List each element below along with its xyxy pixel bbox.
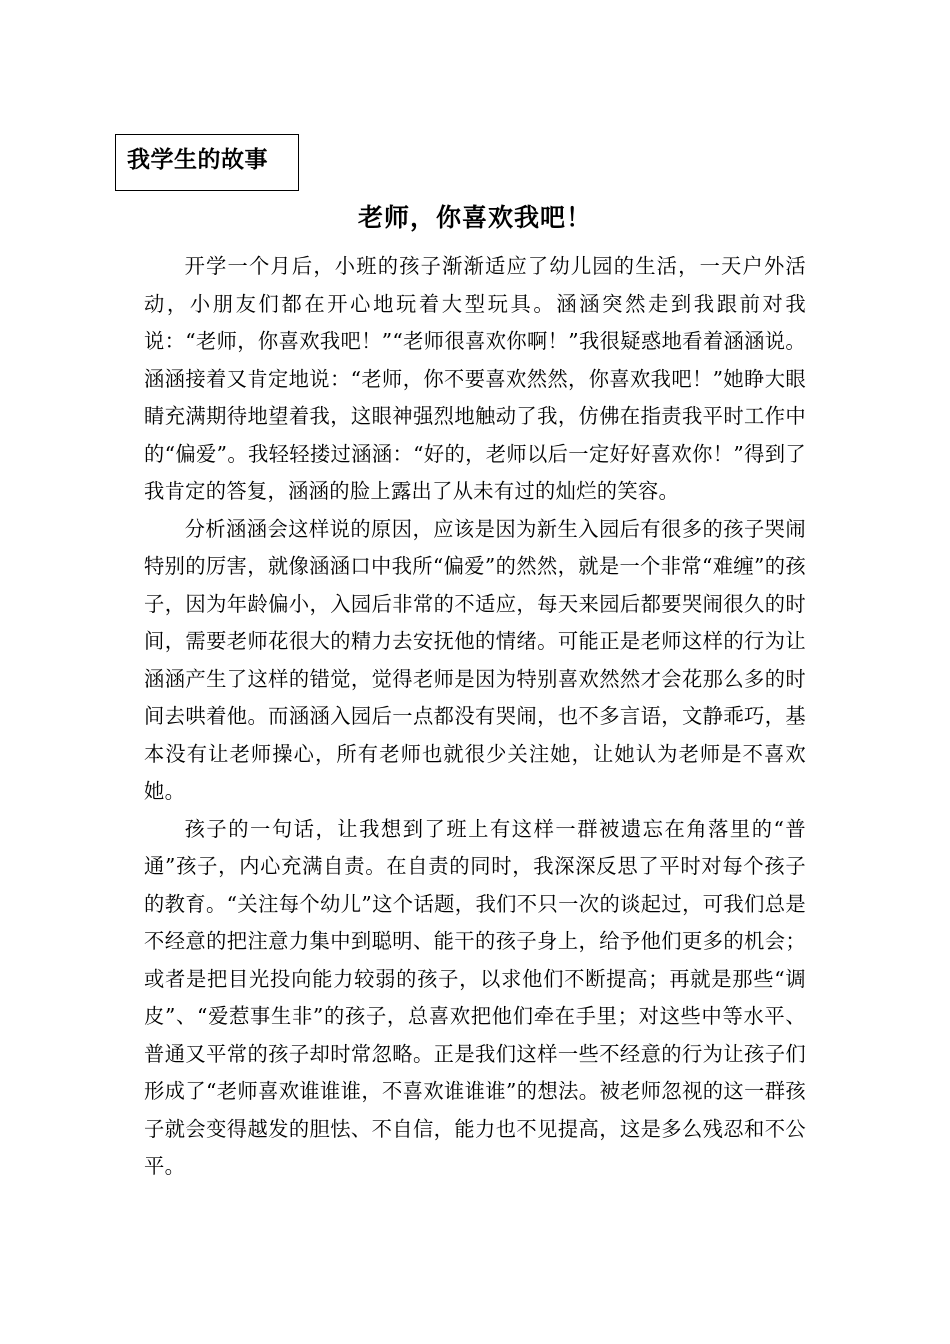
document-title: 老师，你喜欢我吧！ bbox=[357, 203, 592, 232]
section-label-box bbox=[115, 134, 299, 191]
paragraph-3: 孩子的一句话，让我想到了班上有这样一群被遗忘在角落里的“普通”孩子，内心充满自责。在自责的同时，我深深反思了平时对每个孩子的教育。“关注每个幼儿”这个话题，我们不只一次的谈起过，可我们总是不经意的把注意力集中到聪明、能干的孩子身上，给予他们更多的机会；或者是把目光投向能力较弱的孩子，以求他们不断提高；再就是那些“调皮”、“爱惹事生非”的孩子，总喜欢把他们牵在手里；对这些中等水平、普通又平常的孩子却时常忽略。正是我们这样一些不经意的行为让孩子们形成了“老师喜欢谁谁谁，不喜欢谁谁谁”的想法。被老师忽视的这一群孩子就会变得越发的胆怯、不自信，能力也不见提高，这是多么残忍和不公平。 bbox=[144, 816, 806, 1178]
paragraph-1: 开学一个月后，小班的孩子渐渐适应了幼儿园的生活，一天户外活动，小朋友们都在开心地玩着大型玩具。涵涵突然走到我跟前对我说：“老师，你喜欢我吧！”“老师很喜欢你啊！”我很疑惑地看着涵涵说。涵涵接着又肯定地说：“老师，你不要喜欢然然，你喜欢我吧！”她睁大眼睛充满期待地望着我，这眼神强烈地触动了我，仿佛在指责我平时工作中的“偏爱”。我轻轻搂过涵涵：“好的，老师以后一定好好喜欢你！”得到了我肯定的答复，涵涵的脸上露出了从未有过的灿烂的笑容。 bbox=[144, 254, 806, 503]
paragraph-2: 分析涵涵会这样说的原因，应该是因为新生入园后有很多的孩子哭闹特别的厉害，就像涵涵口中我所“偏爱”的然然，就是一个非常“难缠”的孩子，因为年龄偏小，入园后非常的不适应，每天来园后都要哭闹很久的时间，需要老师花很大的精力去安抚他的情绪。可能正是老师这样的行为让涵涵产生了这样的错觉，觉得老师是因为特别喜欢然然才会花那么多的时间去哄着他。而涵涵入园后一点都没有哭闹，也不多言语，文静乖巧，基本没有让老师操心，所有老师也就很少关注她，让她认为老师是不喜欢她。 bbox=[144, 516, 806, 803]
article-body bbox=[144, 248, 806, 1186]
section-label: 我学生的故事 bbox=[127, 147, 268, 173]
